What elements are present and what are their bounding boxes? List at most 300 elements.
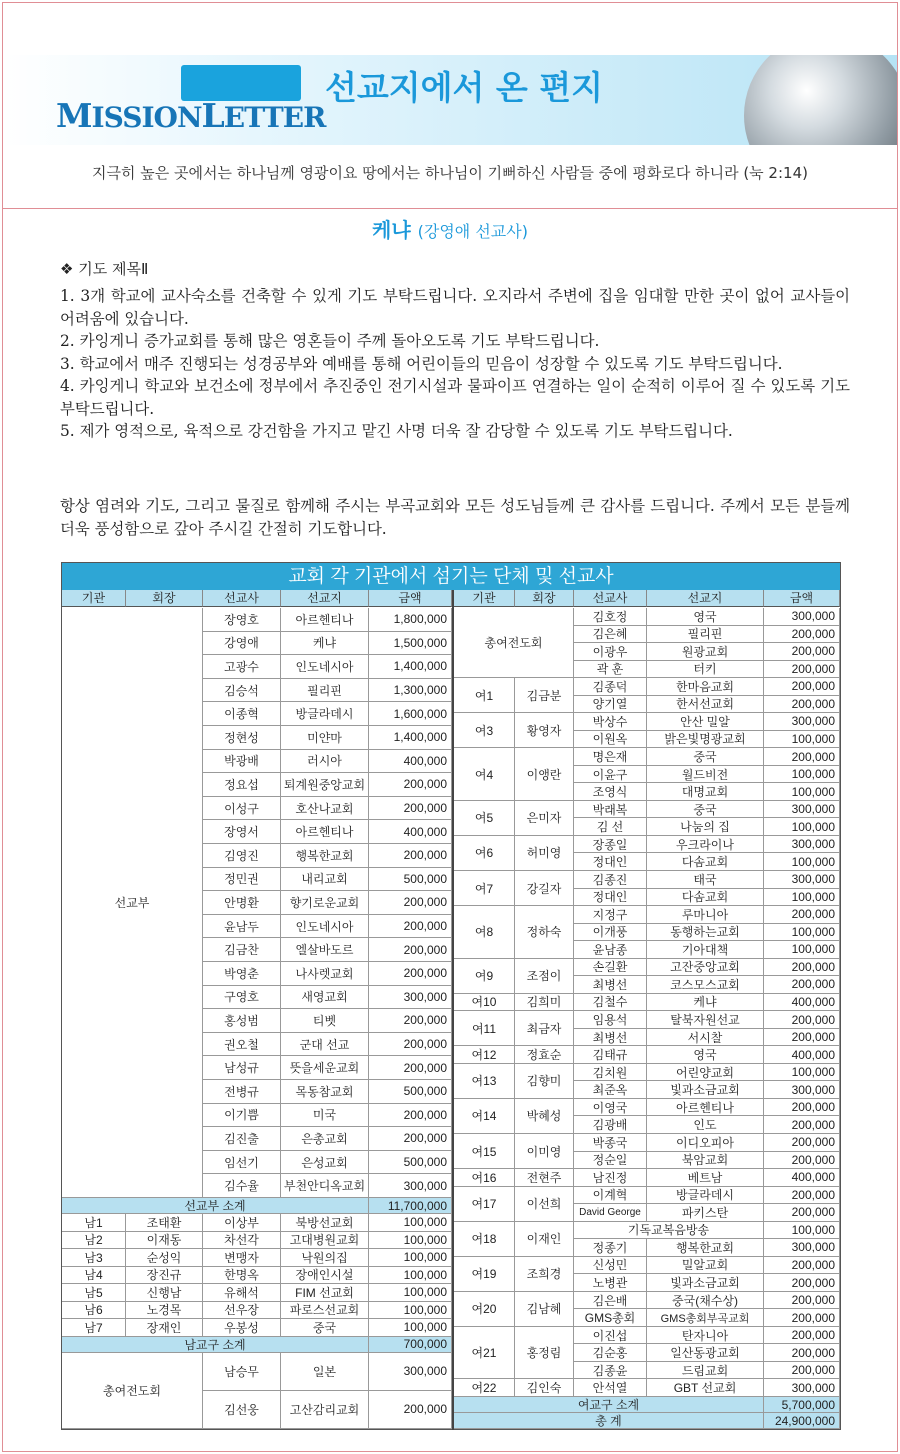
amount-cell: 200,000 bbox=[764, 1011, 840, 1029]
amount-cell: 200,000 bbox=[764, 643, 840, 661]
missionary-cell: 정순일 bbox=[574, 1152, 647, 1170]
column-header: 기관 bbox=[454, 590, 515, 607]
missionary-cell: 최준옥 bbox=[574, 1081, 647, 1099]
missionary-cell: 이원옥 bbox=[574, 731, 647, 749]
subtotal-label: 선교부 소계 bbox=[62, 1198, 369, 1214]
mission-field-cell: 나사렛교회 bbox=[281, 962, 369, 986]
amount-cell: 100,000 bbox=[764, 783, 840, 801]
amount-cell: 300,000 bbox=[764, 1379, 840, 1397]
missionary-cell: 노병관 bbox=[574, 1274, 647, 1292]
missionary-cell: 이개풍 bbox=[574, 924, 647, 942]
mission-field-cell: 인도 bbox=[647, 1116, 764, 1134]
amount-cell: 200,000 bbox=[369, 1127, 452, 1151]
missionary-cell: 김수율 bbox=[203, 1174, 281, 1198]
missionary-cell: 정요섭 bbox=[203, 773, 281, 797]
missionary-cell: 정종기 bbox=[574, 1239, 647, 1257]
mission-field-cell: 행복한교회 bbox=[647, 1239, 764, 1257]
missionary-cell: 이계혁 bbox=[574, 1187, 647, 1205]
missionary-cell: GMS총회 bbox=[574, 1309, 647, 1327]
org-cell: 여17 bbox=[454, 1187, 515, 1222]
prayer-list bbox=[60, 285, 850, 443]
missionary-cell: 최병선 bbox=[574, 1029, 647, 1047]
mission-field-cell: 아르헨티나 bbox=[281, 608, 369, 632]
amount-cell: 300,000 bbox=[764, 1081, 840, 1099]
amount-cell: 100,000 bbox=[369, 1214, 452, 1232]
missionary-cell: 김진출 bbox=[203, 1127, 281, 1151]
mission-field-cell: 중국 bbox=[647, 748, 764, 766]
mission-field-cell: 다솜교회 bbox=[647, 853, 764, 871]
column-header: 회장 bbox=[515, 590, 574, 607]
mission-field-cell: 미얀마 bbox=[281, 726, 369, 750]
amount-cell: 200,000 bbox=[369, 797, 452, 821]
prayer-item: 4. 카잉게니 학교와 보건소에 정부에서 추진중인 전기시설과 물파이프 연결하는 일이 순적히 이루어 질 수 있도록 기도 부탁드립니다. bbox=[60, 377, 850, 418]
president-cell: 박혜성 bbox=[515, 1099, 574, 1134]
missionary-cell: 남승무 bbox=[203, 1353, 281, 1391]
amount-cell: 200,000 bbox=[369, 962, 452, 986]
org-cell: 여10 bbox=[454, 994, 515, 1012]
amount-cell: 200,000 bbox=[369, 915, 452, 939]
mission-field-cell: 엘살바도르 bbox=[281, 938, 369, 962]
missionary-cell: 이성구 bbox=[203, 797, 281, 821]
mission-field-cell: 우크라이나 bbox=[647, 836, 764, 854]
amount-cell: 100,000 bbox=[369, 1249, 452, 1267]
president-cell: 강길자 bbox=[515, 871, 574, 906]
mission-field-cell: 나눔의 집 bbox=[647, 818, 764, 836]
amount-cell: 200,000 bbox=[369, 1391, 452, 1429]
president-cell: 이미영 bbox=[515, 1134, 574, 1169]
org-cell: 남1 bbox=[62, 1214, 126, 1232]
mission-field-cell: 은성교회 bbox=[281, 1151, 369, 1175]
column-header: 선교사 bbox=[574, 590, 647, 607]
globe-image bbox=[744, 55, 897, 145]
president-cell: 홍정림 bbox=[515, 1327, 574, 1380]
missionary-cell: 박광배 bbox=[203, 750, 281, 774]
amount-cell: 400,000 bbox=[764, 1169, 840, 1187]
missionary-cell: 남성규 bbox=[203, 1056, 281, 1080]
amount-cell: 100,000 bbox=[369, 1319, 452, 1337]
page-title: 선교지에서 온 편지 bbox=[325, 68, 604, 107]
org-cell: 여11 bbox=[454, 1011, 515, 1046]
amount-cell: 100,000 bbox=[764, 1064, 840, 1082]
amount-cell: 500,000 bbox=[369, 1080, 452, 1104]
mission-field-cell: 고대병원교회 bbox=[281, 1232, 369, 1250]
missionary-cell: 남진정 bbox=[574, 1169, 647, 1187]
amount-cell: 200,000 bbox=[764, 626, 840, 644]
org-cell: 여4 bbox=[454, 748, 515, 801]
missionary-cell: 정대인 bbox=[574, 853, 647, 871]
mission-field-cell: 베트남 bbox=[647, 1169, 764, 1187]
mission-field-cell: 중국(채수상) bbox=[647, 1292, 764, 1310]
column-header: 회장 bbox=[126, 590, 203, 607]
column-header: 선교지 bbox=[281, 590, 369, 607]
amount-cell: 200,000 bbox=[764, 1099, 840, 1117]
prayer-item: 2. 카잉게니 증가교회를 통해 많은 영혼들이 주께 돌아오도록 기도 부탁드립니다. bbox=[60, 332, 600, 350]
missionary-cell: 이광우 bbox=[574, 643, 647, 661]
missionary-cell: 곽 훈 bbox=[574, 661, 647, 679]
missionary-cell: 김은배 bbox=[574, 1292, 647, 1310]
amount-cell: 100,000 bbox=[369, 1302, 452, 1320]
mission-field-cell: 고잔중앙교회 bbox=[647, 959, 764, 977]
org-cell: 여1 bbox=[454, 678, 515, 713]
amount-cell: 200,000 bbox=[764, 1116, 840, 1134]
president-cell: 김금분 bbox=[515, 678, 574, 713]
missionary-heading bbox=[0, 214, 900, 243]
president-cell: 김인숙 bbox=[515, 1379, 574, 1397]
mission-field-cell: 중국 bbox=[281, 1319, 369, 1337]
amount-cell: 200,000 bbox=[369, 844, 452, 868]
missionary-cell: 김철수 bbox=[574, 994, 647, 1012]
amount-cell: 400,000 bbox=[764, 1046, 840, 1064]
mission-field-cell: 영국 bbox=[647, 1046, 764, 1064]
missionary-cell: 김호정 bbox=[574, 608, 647, 626]
amount-cell: 100,000 bbox=[764, 766, 840, 784]
mission-field-cell: 중국 bbox=[647, 801, 764, 819]
amount-cell: 200,000 bbox=[369, 1104, 452, 1128]
missionary-cell: 안석열 bbox=[574, 1379, 647, 1397]
mission-field-cell: 루마니아 bbox=[647, 906, 764, 924]
divider bbox=[3, 208, 897, 209]
subtotal-amount: 700,000 bbox=[369, 1337, 452, 1353]
mission-field-cell: 월드비전 bbox=[647, 766, 764, 784]
org-cell: 여9 bbox=[454, 959, 515, 994]
donation-table bbox=[61, 562, 841, 1430]
amount-cell: 200,000 bbox=[369, 1009, 452, 1033]
missionary-cell: 김선웅 bbox=[203, 1391, 281, 1429]
amount-cell: 100,000 bbox=[369, 1232, 452, 1250]
missionary-cell: 선우장 bbox=[203, 1302, 281, 1320]
mission-field-cell: 드림교회 bbox=[647, 1362, 764, 1380]
mission-field-cell: 한서선교회 bbox=[647, 696, 764, 714]
org-cell: 여18 bbox=[454, 1222, 515, 1257]
prayer-item: 5. 제가 영적으로, 육적으로 강건함을 가지고 맡긴 사명 더욱 잘 감당할 수 있도록 기도 부탁드립니다. bbox=[60, 422, 733, 440]
amount-cell: 100,000 bbox=[764, 889, 840, 907]
mission-field-cell: 탄자니아 bbox=[647, 1327, 764, 1345]
mission-field-cell: 한마음교회 bbox=[647, 678, 764, 696]
mission-field-cell: 행복한교회 bbox=[281, 844, 369, 868]
missionary-cell: 김종진 bbox=[574, 871, 647, 889]
org-cell: 여21 bbox=[454, 1327, 515, 1380]
missionary-cell: 명은재 bbox=[574, 748, 647, 766]
mission-field-cell: 내리교회 bbox=[281, 868, 369, 892]
missionary-cell: 우봉성 bbox=[203, 1319, 281, 1337]
president-cell: 조점이 bbox=[515, 959, 574, 994]
mission-field-cell: 티벳 bbox=[281, 1009, 369, 1033]
missionary-cell: 이기쁨 bbox=[203, 1104, 281, 1128]
mission-field-cell: 아르헨티나 bbox=[281, 820, 369, 844]
missionary-cell: 박종국 bbox=[574, 1134, 647, 1152]
missionary-cell: 지정구 bbox=[574, 906, 647, 924]
prayer-title: ❖ 기도 제목Ⅱ bbox=[60, 260, 149, 278]
org-cell: 여7 bbox=[454, 871, 515, 906]
org-cell: 여16 bbox=[454, 1169, 515, 1187]
amount-cell: 100,000 bbox=[764, 941, 840, 959]
missionary-cell: 윤남종 bbox=[574, 941, 647, 959]
mission-field-cell: 어린양교회 bbox=[647, 1064, 764, 1082]
missionary-cell: 김은혜 bbox=[574, 626, 647, 644]
amount-cell: 100,000 bbox=[764, 818, 840, 836]
amount-cell: 200,000 bbox=[764, 661, 840, 679]
missionary-cell: 김종윤 bbox=[574, 1362, 647, 1380]
missionary-cell: 임용석 bbox=[574, 1011, 647, 1029]
org-cell: 여8 bbox=[454, 906, 515, 959]
president-cell: 장진규 bbox=[126, 1267, 203, 1285]
amount-cell: 1,800,000 bbox=[369, 608, 452, 632]
president-cell: 김희미 bbox=[515, 994, 574, 1012]
missionary-cell: 김치원 bbox=[574, 1064, 647, 1082]
amount-cell: 200,000 bbox=[764, 1344, 840, 1362]
amount-cell: 1,400,000 bbox=[369, 655, 452, 679]
mission-field-cell: 다솜교회 bbox=[647, 889, 764, 907]
column-header: 금액 bbox=[369, 590, 452, 607]
org-cell: 여19 bbox=[454, 1257, 515, 1292]
org-cell: 총여전도회 bbox=[62, 1353, 203, 1430]
mission-field-cell: 터키 bbox=[647, 661, 764, 679]
mission-field-cell: 탈북자원선교 bbox=[647, 1011, 764, 1029]
president-cell: 조희경 bbox=[515, 1257, 574, 1292]
column-header: 선교지 bbox=[647, 590, 764, 607]
mission-field-cell: 새영교회 bbox=[281, 986, 369, 1010]
mission-field-cell: 일산동광교회 bbox=[647, 1344, 764, 1362]
missionary-cell: 신성민 bbox=[574, 1257, 647, 1275]
mission-field-cell: 밝은빛명광교회 bbox=[647, 731, 764, 749]
president-cell: 최금자 bbox=[515, 1011, 574, 1046]
missionary-cell: 김태규 bbox=[574, 1046, 647, 1064]
mission-field-cell: 빛과소금교회 bbox=[647, 1081, 764, 1099]
mission-field-cell: 밀알교회 bbox=[647, 1257, 764, 1275]
amount-cell: 200,000 bbox=[764, 1187, 840, 1205]
table-divider bbox=[452, 590, 454, 1430]
missionary-cell: David George bbox=[574, 1204, 647, 1222]
subtotal-amount: 5,700,000 bbox=[764, 1397, 840, 1413]
org-cell: 남6 bbox=[62, 1302, 126, 1320]
amount-cell: 300,000 bbox=[764, 801, 840, 819]
missionary-cell: 장영호 bbox=[203, 608, 281, 632]
mission-field-cell: 원광교회 bbox=[647, 643, 764, 661]
missionary-cell: 장종일 bbox=[574, 836, 647, 854]
mission-field-cell: 파로스선교회 bbox=[281, 1302, 369, 1320]
missionary-cell: 양기열 bbox=[574, 696, 647, 714]
missionary-cell: 홍성범 bbox=[203, 1009, 281, 1033]
amount-cell: 200,000 bbox=[764, 678, 840, 696]
missionary-cell: 강영애 bbox=[203, 632, 281, 656]
president-cell: 정효순 bbox=[515, 1046, 574, 1064]
president-cell: 이앵란 bbox=[515, 748, 574, 801]
org-cell: 여6 bbox=[454, 836, 515, 871]
amount-cell: 300,000 bbox=[764, 1239, 840, 1257]
org-cell: 남4 bbox=[62, 1267, 126, 1285]
org-cell: 여3 bbox=[454, 713, 515, 748]
amount-cell: 100,000 bbox=[764, 924, 840, 942]
missionary-cell: 구영호 bbox=[203, 986, 281, 1010]
org-cell: 여13 bbox=[454, 1064, 515, 1099]
president-cell: 황영자 bbox=[515, 713, 574, 748]
org-cell: 남7 bbox=[62, 1319, 126, 1337]
mission-field-cell: 코스모스교회 bbox=[647, 976, 764, 994]
amount-cell: 200,000 bbox=[764, 1152, 840, 1170]
amount-cell: 500,000 bbox=[369, 1151, 452, 1175]
org-cell: 남5 bbox=[62, 1284, 126, 1302]
country: 케냐 bbox=[372, 218, 411, 242]
mission-field-cell: 대명교회 bbox=[647, 783, 764, 801]
mission-field-cell: 북암교회 bbox=[647, 1152, 764, 1170]
amount-cell: 200,000 bbox=[764, 1274, 840, 1292]
amount-cell: 1,500,000 bbox=[369, 632, 452, 656]
grand-total-label: 총 계 bbox=[454, 1413, 764, 1429]
mission-field-cell: 은총교회 bbox=[281, 1127, 369, 1151]
mission-field-cell: 퇴계원중앙교회 bbox=[281, 773, 369, 797]
mission-field-cell: 방글라데시 bbox=[647, 1187, 764, 1205]
missionary-cell: 윤남두 bbox=[203, 915, 281, 939]
president-cell: 이선희 bbox=[515, 1187, 574, 1222]
amount-cell: 300,000 bbox=[764, 836, 840, 854]
missionary-cell: 유해석 bbox=[203, 1284, 281, 1302]
missionary-cell: 이상부 bbox=[203, 1214, 281, 1232]
amount-cell: 300,000 bbox=[764, 871, 840, 889]
missionary-cell: 정민권 bbox=[203, 868, 281, 892]
amount-cell: 100,000 bbox=[369, 1284, 452, 1302]
amount-cell: 200,000 bbox=[369, 891, 452, 915]
subtotal-label: 여교구 소계 bbox=[454, 1397, 764, 1413]
president-cell: 이재동 bbox=[126, 1232, 203, 1250]
amount-cell: 200,000 bbox=[369, 1033, 452, 1057]
missionary-cell: 정대인 bbox=[574, 889, 647, 907]
amount-cell: 200,000 bbox=[764, 976, 840, 994]
prayer-item: 1. 3개 학교에 교사숙소를 건축할 수 있게 기도 부탁드립니다. 오지라서 주변에 집을 임대할 만한 곳이 없어 교사들이 어려움에 있습니다. bbox=[60, 287, 850, 328]
mission-field-cell: GMS총회부곡교회 bbox=[647, 1309, 764, 1327]
amount-cell: 300,000 bbox=[369, 1353, 452, 1391]
amount-cell: 200,000 bbox=[369, 773, 452, 797]
missionary-cell: 김 선 bbox=[574, 818, 647, 836]
amount-cell: 400,000 bbox=[369, 750, 452, 774]
president-cell: 장재인 bbox=[126, 1319, 203, 1337]
amount-cell: 400,000 bbox=[764, 994, 840, 1012]
missionary-cell: 박상수 bbox=[574, 713, 647, 731]
mission-field-cell: FIM 선교회 bbox=[281, 1284, 369, 1302]
missionary-cell: 이종혁 bbox=[203, 702, 281, 726]
missionary-cell: 임선기 bbox=[203, 1151, 281, 1175]
missionary-cell: 김승석 bbox=[203, 679, 281, 703]
mission-field-cell: 기아대책 bbox=[647, 941, 764, 959]
mission-field-cell: 방글라데시 bbox=[281, 702, 369, 726]
missionary-cell: 김순홍 bbox=[574, 1344, 647, 1362]
amount-cell: 500,000 bbox=[369, 868, 452, 892]
amount-cell: 1,400,000 bbox=[369, 726, 452, 750]
missionary-cell: 김종덕 bbox=[574, 678, 647, 696]
missionary-cell: 변맹자 bbox=[203, 1249, 281, 1267]
missionary-cell: 손길환 bbox=[574, 959, 647, 977]
president-cell: 정하숙 bbox=[515, 906, 574, 959]
president-cell: 조태환 bbox=[126, 1214, 203, 1232]
thanks-paragraph: 항상 염려와 기도, 그리고 물질로 함께해 주시는 부곡교회와 모든 성도님들께 큰 감사를 드립니다. 주께서 모든 분들께 더욱 풍성함으로 갚아 주시길 간절히 기도합니다. bbox=[60, 497, 850, 538]
amount-cell: 200,000 bbox=[369, 1056, 452, 1080]
org-cell: 여14 bbox=[454, 1099, 515, 1134]
president-cell: 은미자 bbox=[515, 801, 574, 836]
org-cell: 남2 bbox=[62, 1232, 126, 1250]
amount-cell: 300,000 bbox=[369, 1174, 452, 1198]
missionary-cell: 안명환 bbox=[203, 891, 281, 915]
mission-field-cell: 안산 밀알 bbox=[647, 713, 764, 731]
mission-field-cell: 뜻을세운교회 bbox=[281, 1056, 369, 1080]
mission-field-cell: 고산감리교회 bbox=[281, 1391, 369, 1429]
president-cell: 순성익 bbox=[126, 1249, 203, 1267]
amount-cell: 100,000 bbox=[369, 1267, 452, 1285]
prayer-item: 3. 학교에서 매주 진행되는 성경공부와 예배를 통해 어린이들의 믿음이 성장할 수 있도록 기도 부탁드립니다. bbox=[60, 354, 783, 373]
mission-field-cell: 이디오피아 bbox=[647, 1134, 764, 1152]
mission-field-cell: 미국 bbox=[281, 1104, 369, 1128]
mission-field-cell: 목동참교회 bbox=[281, 1080, 369, 1104]
amount-cell: 300,000 bbox=[764, 713, 840, 731]
org-cell: 선교부 bbox=[62, 608, 203, 1198]
mission-field-cell: 필리핀 bbox=[647, 626, 764, 644]
mission-field-cell: 파키스탄 bbox=[647, 1204, 764, 1222]
bible-verse: 지극히 높은 곳에서는 하나님께 영광이요 땅에서는 하나님이 기뻐하신 사람들 중에 평화로다 하니라 (눅 2:14) bbox=[92, 164, 808, 182]
mission-field-cell: 필리핀 bbox=[281, 679, 369, 703]
mission-field-cell: 태국 bbox=[647, 871, 764, 889]
amount-cell: 200,000 bbox=[764, 696, 840, 714]
missionary-cell: 이진섭 bbox=[574, 1327, 647, 1345]
amount-cell: 100,000 bbox=[764, 853, 840, 871]
org-cell: 총여전도회 bbox=[454, 608, 574, 678]
amount-cell: 200,000 bbox=[764, 748, 840, 766]
amount-cell: 100,000 bbox=[764, 731, 840, 749]
missionary-cell: 이영국 bbox=[574, 1099, 647, 1117]
mission-field-cell: 북방선교회 bbox=[281, 1214, 369, 1232]
president-cell: 이재인 bbox=[515, 1222, 574, 1257]
mission-field-cell: 장애인시설 bbox=[281, 1267, 369, 1285]
org-cell: 여22 bbox=[454, 1379, 515, 1397]
missionary-cell: 장영서 bbox=[203, 820, 281, 844]
missionary-cell: 이윤구 bbox=[574, 766, 647, 784]
missionary-cell: 조영식 bbox=[574, 783, 647, 801]
mission-field-cell: 호산나교회 bbox=[281, 797, 369, 821]
missionary-cell: 김영진 bbox=[203, 844, 281, 868]
mission-field-cell: 빛과소금교회 bbox=[647, 1274, 764, 1292]
missionary-cell: 김금찬 bbox=[203, 938, 281, 962]
mission-field-cell: 일본 bbox=[281, 1353, 369, 1391]
column-header: 선교사 bbox=[203, 590, 281, 607]
president-cell: 김남혜 bbox=[515, 1292, 574, 1327]
amount-cell: 200,000 bbox=[764, 1029, 840, 1047]
amount-cell: 200,000 bbox=[764, 906, 840, 924]
amount-cell: 200,000 bbox=[764, 1257, 840, 1275]
amount-cell: 200,000 bbox=[764, 1327, 840, 1345]
org-cell: 여12 bbox=[454, 1046, 515, 1064]
amount-cell: 200,000 bbox=[369, 938, 452, 962]
missionary-cell: 정현성 bbox=[203, 726, 281, 750]
missionary-cell: 권오철 bbox=[203, 1033, 281, 1057]
amount-cell: 200,000 bbox=[764, 1134, 840, 1152]
table-title: 교회 각 기관에서 섬기는 단체 및 선교사 bbox=[62, 563, 840, 590]
subtotal-amount: 11,700,000 bbox=[369, 1198, 452, 1214]
president-cell: 허미영 bbox=[515, 836, 574, 871]
president-cell: 신행남 bbox=[126, 1284, 203, 1302]
mission-field-cell: 낙원의집 bbox=[281, 1249, 369, 1267]
amount-cell: 200,000 bbox=[764, 1292, 840, 1310]
org-cell: 여15 bbox=[454, 1134, 515, 1169]
org-cell: 남3 bbox=[62, 1249, 126, 1267]
missionary-cell: 한명옥 bbox=[203, 1267, 281, 1285]
grand-total-amount: 24,900,000 bbox=[764, 1413, 840, 1429]
amount-cell: 200,000 bbox=[764, 1362, 840, 1380]
missionary-cell: 박영춘 bbox=[203, 962, 281, 986]
org-cell: 여5 bbox=[454, 801, 515, 836]
president-cell: 전현주 bbox=[515, 1169, 574, 1187]
missionary-cell: 차선각 bbox=[203, 1232, 281, 1250]
president-cell: 김향미 bbox=[515, 1064, 574, 1099]
mission-field-cell: GBT 선교회 bbox=[647, 1379, 764, 1397]
mission-field-cell: 서시찰 bbox=[647, 1029, 764, 1047]
missionary-cell: 기독교복음방송 bbox=[574, 1222, 764, 1240]
